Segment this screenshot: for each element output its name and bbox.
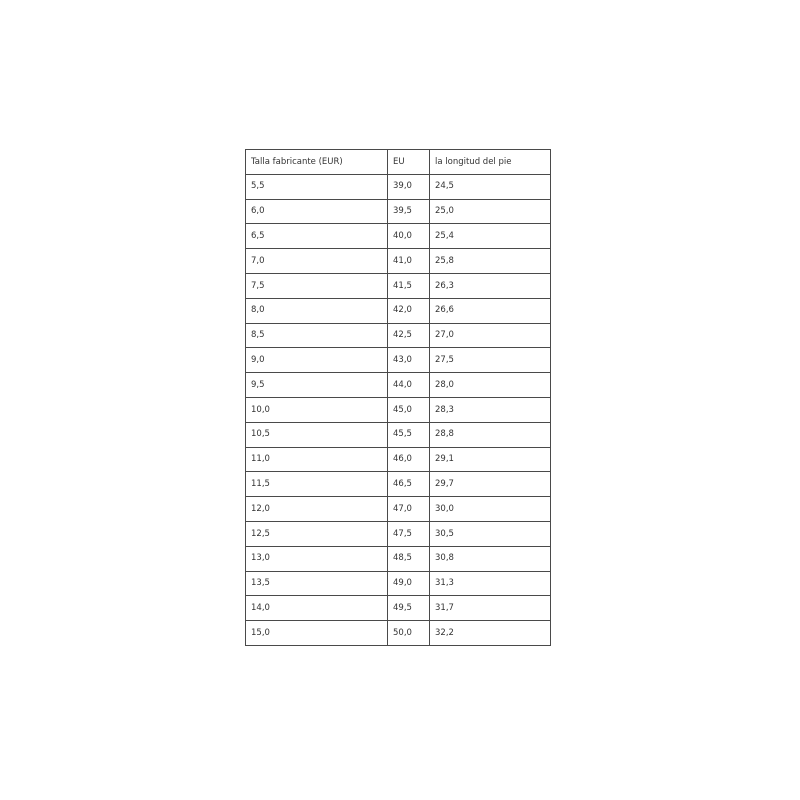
cell-eu-size: 39,0 bbox=[388, 174, 430, 199]
table-row bbox=[246, 373, 551, 398]
header-row bbox=[246, 150, 551, 175]
cell-foot-length: 29,7 bbox=[430, 472, 551, 497]
cell-manufacturer-size: 13,0 bbox=[246, 546, 388, 571]
cell-foot-length: 31,7 bbox=[430, 596, 551, 621]
table-row bbox=[246, 447, 551, 472]
cell-eu-size: 41,0 bbox=[388, 249, 430, 274]
cell-eu-size: 49,0 bbox=[388, 571, 430, 596]
cell-eu-size: 45,0 bbox=[388, 397, 430, 422]
cell-foot-length: 24,5 bbox=[430, 174, 551, 199]
cell-eu-size: 46,5 bbox=[388, 472, 430, 497]
cell-eu-size: 46,0 bbox=[388, 447, 430, 472]
size-chart-body bbox=[246, 150, 551, 646]
table-row bbox=[246, 224, 551, 249]
cell-foot-length: 28,3 bbox=[430, 397, 551, 422]
cell-manufacturer-size: 6,0 bbox=[246, 199, 388, 224]
cell-foot-length: 28,8 bbox=[430, 422, 551, 447]
cell-foot-length: 27,5 bbox=[430, 348, 551, 373]
cell-manufacturer-size: 12,0 bbox=[246, 497, 388, 522]
table-row bbox=[246, 497, 551, 522]
cell-eu-size: 48,5 bbox=[388, 546, 430, 571]
table-row bbox=[246, 571, 551, 596]
cell-manufacturer-size: 7,5 bbox=[246, 273, 388, 298]
table-row bbox=[246, 273, 551, 298]
table-row bbox=[246, 596, 551, 621]
cell-eu-size: 45,5 bbox=[388, 422, 430, 447]
cell-foot-length: 30,5 bbox=[430, 521, 551, 546]
cell-foot-length: 26,3 bbox=[430, 273, 551, 298]
cell-manufacturer-size: 6,5 bbox=[246, 224, 388, 249]
table-row bbox=[246, 397, 551, 422]
cell-foot-length: 25,0 bbox=[430, 199, 551, 224]
cell-foot-length: 31,3 bbox=[430, 571, 551, 596]
cell-manufacturer-size: 5,5 bbox=[246, 174, 388, 199]
cell-eu-size: 50,0 bbox=[388, 621, 430, 646]
table-row bbox=[246, 472, 551, 497]
cell-manufacturer-size: 12,5 bbox=[246, 521, 388, 546]
cell-foot-length: 27,0 bbox=[430, 323, 551, 348]
cell-eu-size: 39,5 bbox=[388, 199, 430, 224]
cell-manufacturer-size: 10,0 bbox=[246, 397, 388, 422]
cell-eu-size: 49,5 bbox=[388, 596, 430, 621]
size-chart-table bbox=[245, 149, 551, 646]
cell-foot-length: 25,4 bbox=[430, 224, 551, 249]
table-row bbox=[246, 174, 551, 199]
cell-eu-size: 47,5 bbox=[388, 521, 430, 546]
cell-foot-length: 30,0 bbox=[430, 497, 551, 522]
header-eu-size: EU bbox=[388, 150, 430, 175]
cell-manufacturer-size: 11,0 bbox=[246, 447, 388, 472]
cell-manufacturer-size: 7,0 bbox=[246, 249, 388, 274]
cell-eu-size: 42,0 bbox=[388, 298, 430, 323]
cell-eu-size: 43,0 bbox=[388, 348, 430, 373]
cell-manufacturer-size: 13,5 bbox=[246, 571, 388, 596]
table-row bbox=[246, 422, 551, 447]
cell-eu-size: 44,0 bbox=[388, 373, 430, 398]
cell-foot-length: 32,2 bbox=[430, 621, 551, 646]
cell-manufacturer-size: 11,5 bbox=[246, 472, 388, 497]
table-row bbox=[246, 546, 551, 571]
cell-manufacturer-size: 8,5 bbox=[246, 323, 388, 348]
header-foot-length: la longitud del pie bbox=[430, 150, 551, 175]
table-row bbox=[246, 199, 551, 224]
cell-manufacturer-size: 14,0 bbox=[246, 596, 388, 621]
table-row bbox=[246, 249, 551, 274]
cell-eu-size: 47,0 bbox=[388, 497, 430, 522]
cell-eu-size: 40,0 bbox=[388, 224, 430, 249]
cell-manufacturer-size: 9,5 bbox=[246, 373, 388, 398]
cell-manufacturer-size: 10,5 bbox=[246, 422, 388, 447]
table-row bbox=[246, 348, 551, 373]
header-manufacturer-size: Talla fabricante (EUR) bbox=[246, 150, 388, 175]
table-row bbox=[246, 323, 551, 348]
cell-foot-length: 28,0 bbox=[430, 373, 551, 398]
cell-foot-length: 30,8 bbox=[430, 546, 551, 571]
cell-eu-size: 42,5 bbox=[388, 323, 430, 348]
cell-eu-size: 41,5 bbox=[388, 273, 430, 298]
cell-manufacturer-size: 15,0 bbox=[246, 621, 388, 646]
cell-foot-length: 25,8 bbox=[430, 249, 551, 274]
cell-foot-length: 29,1 bbox=[430, 447, 551, 472]
cell-manufacturer-size: 8,0 bbox=[246, 298, 388, 323]
table-row bbox=[246, 621, 551, 646]
table-row bbox=[246, 521, 551, 546]
table-row bbox=[246, 298, 551, 323]
cell-manufacturer-size: 9,0 bbox=[246, 348, 388, 373]
cell-foot-length: 26,6 bbox=[430, 298, 551, 323]
